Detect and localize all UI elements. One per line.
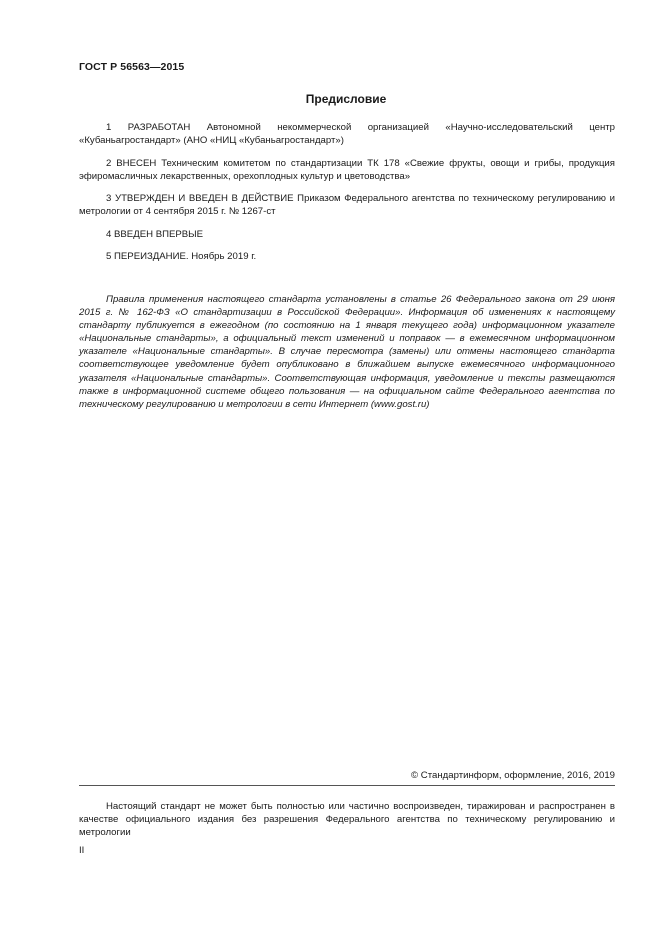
preface-item-first-introduced: 4 ВВЕДЕН ВПЕРВЫЕ: [106, 228, 204, 240]
page-number: II: [79, 845, 85, 856]
reproduction-notice: Настоящий стандарт не может быть полностью или частично воспроизведен, тиражирован и распространен в качестве официального издания без разрешения Федерального агентства по техническому регулированию и метрологии: [79, 801, 615, 838]
copyright-line: © Стандартинформ, оформление, 2016, 2019: [411, 770, 615, 781]
preface-item-approved: 3 УТВЕРЖДЕН И ВВЕДЕН В ДЕЙСТВИЕ Приказом Федерального агентства по техническому регулированию и метрологии от 4 сентября 2015 г. № 1267-ст: [79, 193, 615, 218]
standard-code-header: ГОСТ Р 56563—2015: [79, 61, 185, 73]
preface-item-developed: 1 РАЗРАБОТАН Автономной некоммерческой организацией «Научно-исследовательский центр «Кубаньагростандарт» (АНО «НИЦ «Кубаньагростандарт»): [79, 122, 615, 146]
preface-items: [79, 121, 615, 269]
preface-item-introduced: 2 ВНЕСЕН Техническим комитетом по стандартизации ТК 178 «Свежие фрукты, овощи и грибы, продукция эфиромасличных лекарственных, орехоплодных культур и цветоводства»: [79, 157, 615, 182]
preface-item-reissue: 5 ПЕРЕИЗДАНИЕ. Ноябрь 2019 г.: [106, 251, 257, 263]
preface-title: Предисловие: [305, 92, 387, 106]
application-rules-note: Правила применения настоящего стандарта установлены в статье 26 Федерального закона от 29 июня 2015 г. № 162-ФЗ «О стандартизации в Российской Федерации». Информация об изменениях к настоящему стандарту публикуется в ежегодном (по состоянию на 1 января текущего года) информационном указателе «Национальные стандарты», а официальный текст изменений и поправок — в ежемесячном информационном указателе «Национальные стандарты». В случае пересмотра (замены) или отмены настоящего стандарта соответствующее уведомление будет опубликовано в ближайшем выпуске ежемесячного информационного указателя «Национальные стандарты». Соответствующая информация, уведомление и тексты размещаются также в информационной системе общего пользования — на официальном сайте Федерального агентства по техническому регулированию и метрологии в сети Интернет (www.gost.ru): [79, 294, 615, 410]
footer-divider: [79, 785, 615, 786]
